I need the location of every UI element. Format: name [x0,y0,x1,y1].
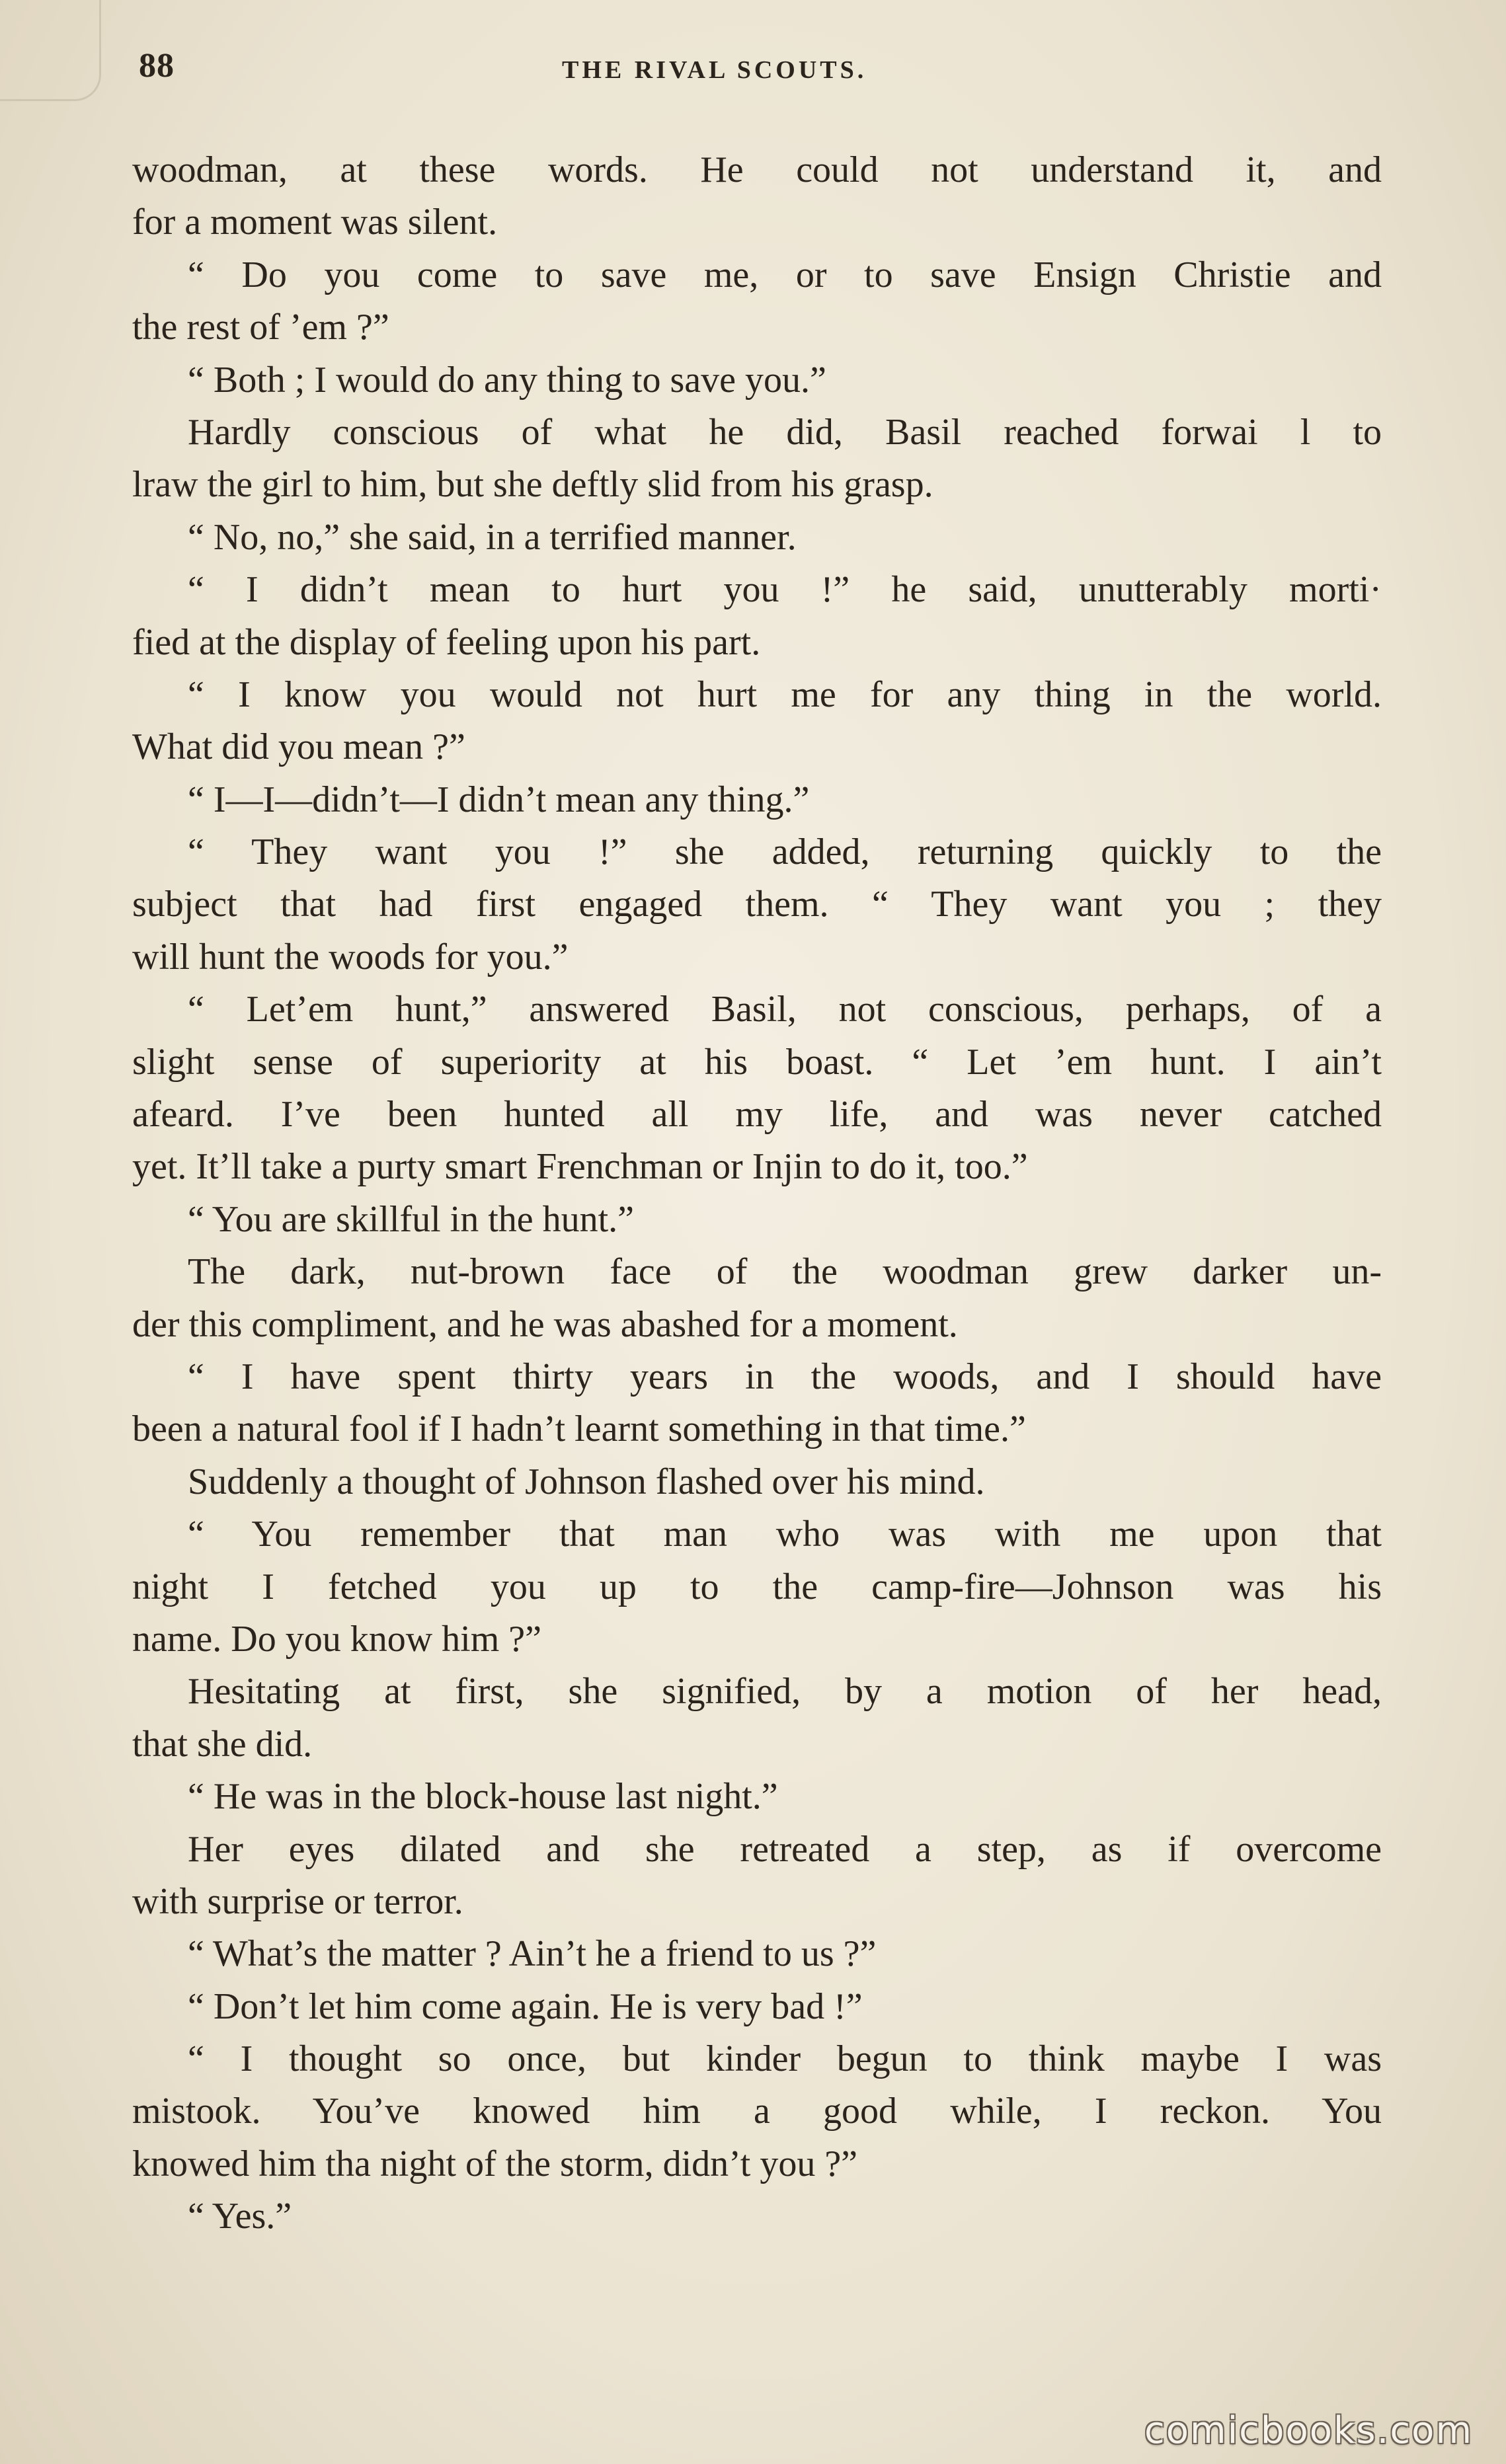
text-line: der this compliment, and he was abashed for a moment. [132,1303,958,1345]
text-line: name. Do you know him ?” [132,1618,541,1660]
text-line: knowed him tha night of the storm, didn’t you ?” [132,2143,858,2184]
watermark: comicbooks.com [1144,2409,1473,2452]
text-line: yet. It’ll take a purty smart Frenchman or Injin to do it, too.” [132,1146,1028,1188]
text-line: will hunt the woods for you.” [132,936,569,978]
running-head: THE RIVAL SCOUTS. [562,56,867,84]
text-line: “ No, no,” she said, in a terrified manner. [188,516,797,558]
text-line: Her eyes dilated and she retreated a step, as if overcome [188,1828,1382,1870]
text-line: woodman, at these words. He could not understand it, and [132,149,1382,190]
text-line: The dark, nut-brown face of the woodman grew darker un- [188,1251,1382,1293]
page-header [139,46,1382,93]
text-line: What did you mean ?” [132,726,465,768]
body-text [132,144,1382,2243]
text-line: “ Both ; I would do any thing to save you.” [188,359,826,401]
text-line: lraw the girl to him, but she deftly slid from his grasp. [132,464,933,506]
text-line: “ I—I—didn’t—I didn’t mean any thing.” [188,779,810,820]
text-line: Suddenly a thought of Johnson flashed over his mind. [188,1461,985,1502]
text-line: that she did. [132,1723,313,1765]
text-line: “ You remember that man who was with me upon that [188,1514,1382,1555]
page-number: 88 [139,47,175,85]
text-line: Hesitating at first, she signified, by a motion of her head, [188,1671,1382,1713]
text-line: “ I thought so once, but kinder begun to think maybe I was [188,2038,1382,2080]
text-line: “ Let’em hunt,” answered Basil, not conscious, perhaps, of a [188,989,1382,1030]
page-corner-mark [0,0,101,101]
text-line: mistook. You’ve knowed him a good while, I reckon. You [132,2091,1382,2132]
text-line: the rest of ’em ?” [132,307,389,348]
text-line: fied at the display of feeling upon his part. [132,621,761,663]
text-line: “ Don’t let him come again. He is very bad !” [188,1985,863,2027]
text-line: been a natural fool if I hadn’t learnt something in that time.” [132,1408,1026,1450]
text-line: “ He was in the block-house last night.” [188,1776,778,1818]
text-line: “ What’s the matter ? Ain’t he a friend to us ?” [188,1933,877,1975]
text-line: “ I have spent thirty years in the woods, and I should have [188,1356,1382,1397]
text-line: “ I didn’t mean to hurt you !” he said, unutterably morti· [188,569,1382,611]
text-line: subject that had first engaged them. “ They want you ; they [132,884,1382,925]
text-line: “ They want you !” she added, returning quickly to the [188,831,1382,873]
text-line: “ Do you come to save me, or to save Ensign Christie and [188,254,1382,295]
text-line: for a moment was silent. [132,202,498,243]
text-line: Hardly conscious of what he did, Basil reached forwai l to [188,411,1382,453]
text-line: night I fetched you up to the camp-fire—Johnson was his [132,1566,1382,1607]
text-line: “ Yes.” [188,2196,292,2237]
text-line: slight sense of superiority at his boast. “ Let ’em hunt. I ain’t [132,1041,1382,1083]
text-line: “ You are skillful in the hunt.” [188,1198,635,1240]
text-line: “ I know you would not hurt me for any thing in the world. [188,674,1382,715]
text-line: afeard. I’ve been hunted all my life, and was never catched [132,1094,1382,1136]
text-line: with surprise or terror. [132,1880,463,1922]
